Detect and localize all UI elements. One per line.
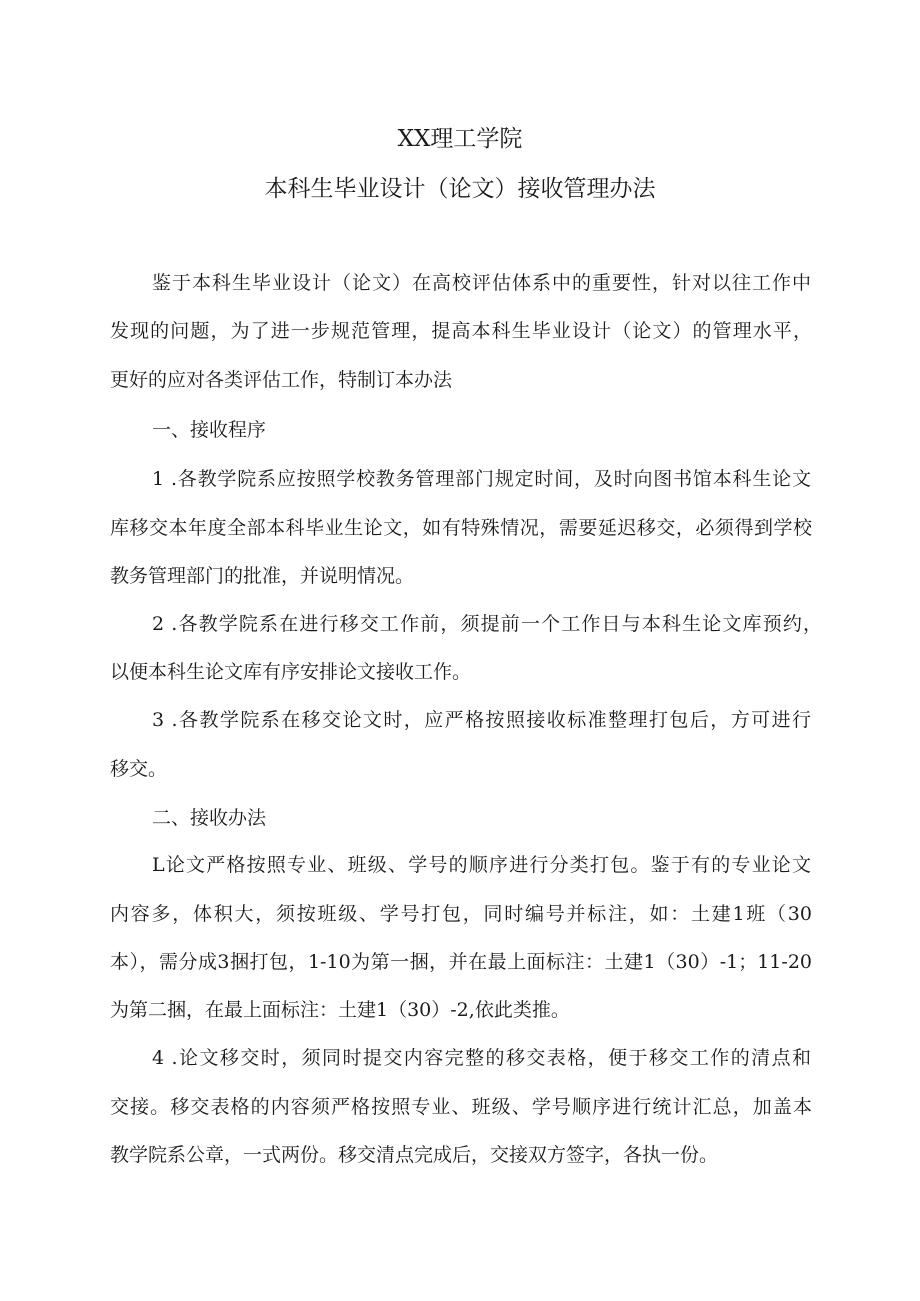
- method-item-4-line-1: 4 .论文移交时，须同时提交内容完整的移交表格，便于移交工作的清点和: [152, 1047, 811, 1069]
- procedure-item-2-line-1: 2 .各教学院系在进行移交工作前，须提前一个工作日与本科生论文库预约，: [152, 613, 822, 635]
- procedure-item-3-line-1: 3 .各教学院系在移交论文时，应严格按照接收标准整理打包后，方可进行: [152, 709, 811, 731]
- method-item-1-line-3: 本），需分成3捆打包，1-10为第一捆，并在最上面标注：土建1（30）-1；11-20: [110, 951, 812, 973]
- intro-line-3: 更好的应对各类评估工作，特制订本办法: [110, 369, 453, 391]
- intro-line-2: 发现的问题，为了进一步规范管理，提高本科生毕业设计（论文）的管理水平，: [110, 320, 812, 342]
- procedure-item-1-line-2: 库移交本年度全部本科毕业生论文，如有特殊情况，需要延迟移交，必须得到学校: [110, 517, 812, 539]
- method-item-1-line-2: 内容多，体积大，须按班级、学号打包，同时编号并标注，如：土建1班（30: [110, 903, 812, 925]
- section-heading-receiving-procedure: 一、接收程序: [152, 419, 267, 441]
- procedure-item-2-line-2: 以便本科生论文库有序安排论文接收工作。: [110, 661, 472, 683]
- method-item-1-line-4: 为第二捆，在最上面标注：土建1（30）-2,依此类推。: [110, 999, 570, 1021]
- section-heading-receiving-method: 二、接收办法: [152, 807, 267, 829]
- method-item-4-line-3: 教学院系公章，一式两份。移交清点完成后，交接双方签字，各执一份。: [110, 1144, 719, 1166]
- procedure-item-3-line-2: 移交。: [110, 758, 168, 780]
- procedure-item-1-line-1: 1 .各教学院系应按照学校教务管理部门规定时间，及时向图书馆本科生论文: [152, 468, 811, 490]
- method-item-1-line-1: L论文严格按照专业、班级、学号的顺序进行分类打包。鉴于有的专业论文: [152, 854, 811, 876]
- school-title: XX理工学院: [397, 126, 523, 152]
- procedure-item-1-line-3: 教务管理部门的批准，并说明情况。: [110, 565, 415, 587]
- intro-line-1: 鉴于本科生毕业设计（论文）在高校评估体系中的重要性，针对以往工作中: [152, 272, 811, 294]
- document-title: 本科生毕业设计（论文）接收管理办法: [264, 176, 656, 202]
- method-item-4-line-2: 交接。移交表格的内容须严格按照专业、班级、学号顺序进行统计汇总，加盖本: [110, 1096, 812, 1118]
